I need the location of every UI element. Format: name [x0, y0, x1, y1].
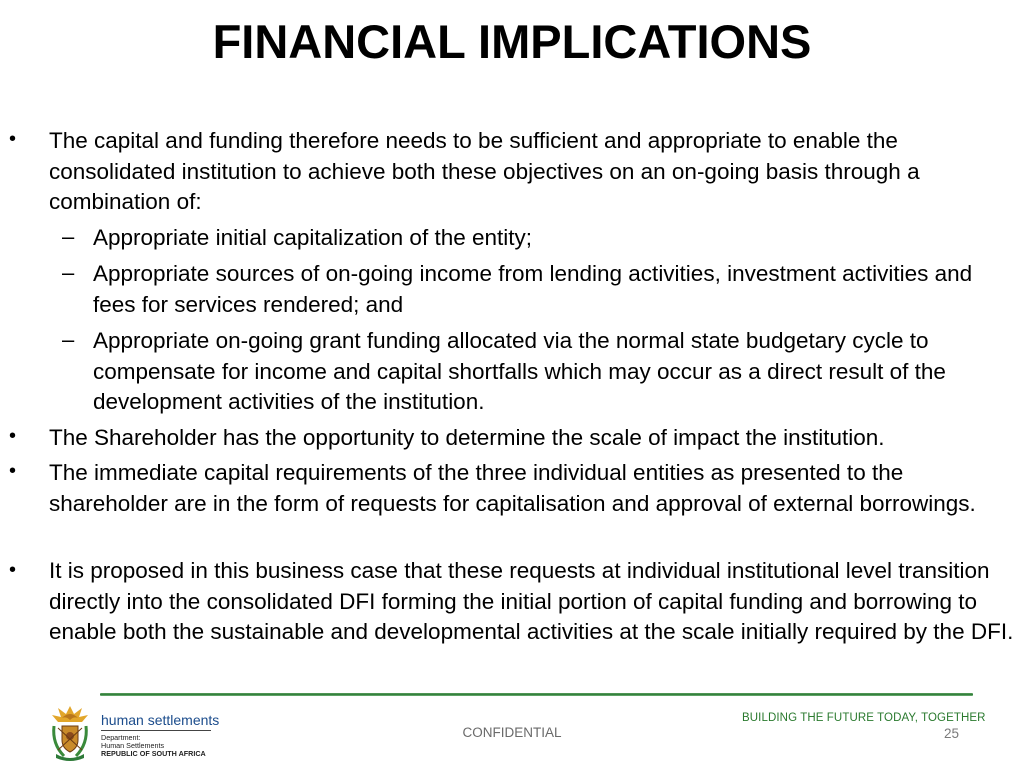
department-label: Department: [101, 733, 141, 742]
confidential-label: CONFIDENTIAL [462, 725, 562, 740]
bullet-item: It is proposed in this business case that these requests at individual institutional level transition directly into the consolidated DFI forming the initial portion of capital funding and borrowing to enable both the sustainable and developmental activities at the scale initially required by the DFI. [49, 558, 1014, 644]
bullet-marker: • [9, 128, 17, 150]
bullet-item: The capital and funding therefore needs to be sufficient and appropriate to enable the consolidated institution to achieve both these objectives on an on-going basis through a combination of: [49, 128, 920, 214]
footer-tagline: BUILDING THE FUTURE TODAY, TOGETHER [742, 712, 986, 724]
bullet-marker: • [9, 460, 17, 482]
sub-bullet-marker: – [62, 327, 75, 352]
bullet-item: The Shareholder has the opportunity to determine the scale of impact the institution. [49, 425, 885, 450]
department-name: human settlements [101, 712, 220, 728]
sub-bullet-item: Appropriate initial capitalization of the entity; [93, 225, 533, 250]
page-number: 25 [944, 726, 960, 741]
country-name: REPUBLIC OF SOUTH AFRICA [101, 749, 206, 758]
slide-title: FINANCIAL IMPLICATIONS [212, 15, 812, 68]
sub-bullet-marker: – [62, 224, 75, 249]
footer-rule [100, 693, 973, 696]
sub-bullet-item: Appropriate sources of on-going income from lending activities, investment activities and fees for services rendered; and [93, 261, 973, 317]
bullet-item: The immediate capital requirements of the three individual entities as presented to the shareholder are in the form of requests for capitalisation and approval of external borrowings. [49, 460, 976, 516]
bullet-marker: • [9, 425, 17, 447]
sub-bullet-marker: – [62, 260, 75, 285]
bullet-marker: • [9, 559, 17, 581]
department-title: Human Settlements [101, 741, 165, 750]
sub-bullet-item: Appropriate on-going grant funding allocated via the normal state budgetary cycle to compensate for income and capital shortfalls which may occur as a direct result of the development activities of the institution. [93, 328, 946, 414]
